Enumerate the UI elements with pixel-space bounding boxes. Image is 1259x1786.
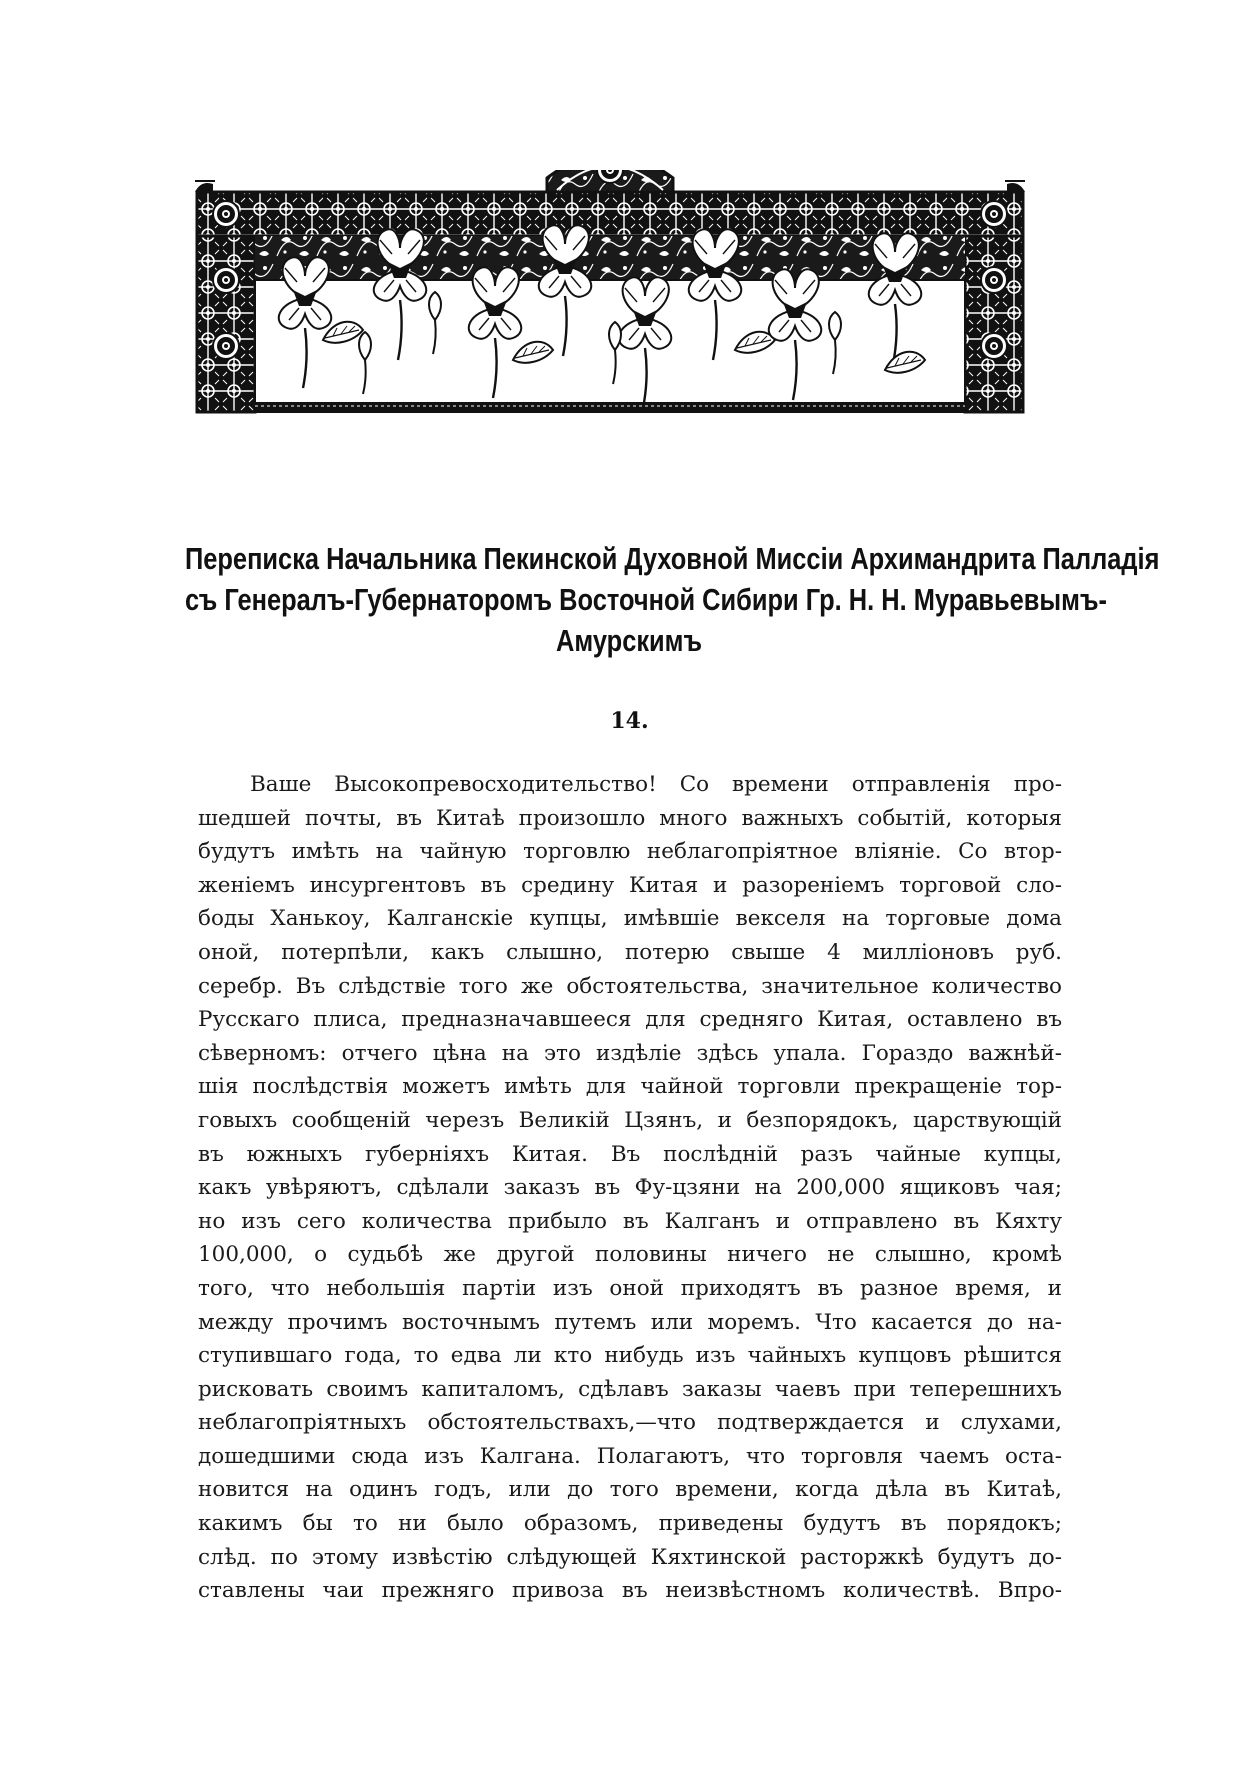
text-line: боды Ханькоу, Калганскіе купцы, имѣвшіе векселя на торговые дома	[198, 906, 1062, 932]
text-line: сѣверномъ: отчего цѣна на это издѣліе здѣсь упала. Гораздо важнѣй-	[198, 1040, 1062, 1066]
document-number: 14.	[610, 708, 649, 734]
text-line: рисковать своимъ капиталомъ, сдѣлавъ заказы чаевъ при теперешнихъ	[198, 1376, 1062, 1402]
text-line: говыхъ сообщеній черезъ Великій Цзянъ, и безпорядокъ, царствующій	[198, 1107, 1062, 1133]
text-line: какимъ бы то ни было образомъ, приведены будутъ въ порядокъ;	[198, 1511, 1062, 1537]
title-line: съ Генералъ-Губернаторомъ Восточной Сибири Гр. Н. Н. Муравьевымъ-	[185, 582, 1107, 617]
title-line: Амурскимъ	[556, 623, 703, 658]
floral-headpiece-ornament	[195, 170, 1025, 415]
text-line: Русскаго плиса, предназначавшееся для средняго Китая, оставлено въ	[198, 1007, 1062, 1033]
document-title	[185, 538, 1160, 661]
text-line: ставлены чаи прежняго привоза въ неизвѣстномъ количествѣ. Впро-	[198, 1578, 1062, 1604]
text-line: какъ увѣряютъ, сдѣлали заказъ въ Фу-цзяни на 200,000 ящиковъ чая;	[198, 1175, 1062, 1201]
text-line: того, что небольшія партіи изъ оной приходятъ въ разное время, и	[198, 1275, 1062, 1301]
text-line: Ваше Высокопревосходительство! Со времени отправленія про-	[250, 772, 1062, 797]
text-line: неблагопріятныхъ обстоятельствахъ,—что подтверждается и слухами,	[198, 1410, 1062, 1436]
text-line: будутъ имѣть на чайную торговлю неблагопріятное вліяніе. Со втор-	[198, 839, 1062, 865]
letter-body	[198, 768, 1062, 1608]
text-line: шія послѣдствія можетъ имѣть для чайной торговли прекращеніе тор-	[198, 1074, 1062, 1100]
text-line: 100,000, о судьбѣ же другой половины ничего не слышно, кромѣ	[198, 1242, 1062, 1268]
title-line: Переписка Начальника Пекинской Духовной Миссіи Архимандрита Палладія	[185, 541, 1160, 576]
text-line: ступившаго года, то едва ли кто нибудь изъ чайныхъ купцовъ рѣшится	[198, 1343, 1062, 1369]
text-line: но изъ сего количества прибыло въ Калганъ и отправлено въ Кяхту	[198, 1208, 1062, 1234]
text-line: между прочимъ восточнымъ путемъ или моремъ. Что касается до на-	[198, 1309, 1062, 1335]
text-line: дошедшими сюда изъ Калгана. Полагаютъ, что торговля чаемъ оста-	[198, 1443, 1062, 1469]
text-line: оной, потерпѣли, какъ слышно, потерю свыше 4 милліоновъ руб.	[198, 939, 1062, 965]
text-line: женіемъ инсургентовъ въ средину Китая и разореніемъ торговой сло-	[198, 872, 1062, 898]
text-line: слѣд. по этому извѣстію слѣдующей Кяхтинской расторжкѣ будутъ до-	[198, 1544, 1062, 1570]
text-line: серебр. Въ слѣдствіе того же обстоятельства, значительное количество	[198, 973, 1062, 999]
text-line: въ южныхъ губерніяхъ Китая. Въ послѣдній разъ чайные купцы,	[198, 1141, 1062, 1167]
text-line: новится на одинъ годъ, или до того времени, когда дѣла въ Китаѣ,	[198, 1477, 1062, 1503]
text-line: шедшей почты, въ Китаѣ произошло много важныхъ событій, которыя	[198, 805, 1062, 831]
